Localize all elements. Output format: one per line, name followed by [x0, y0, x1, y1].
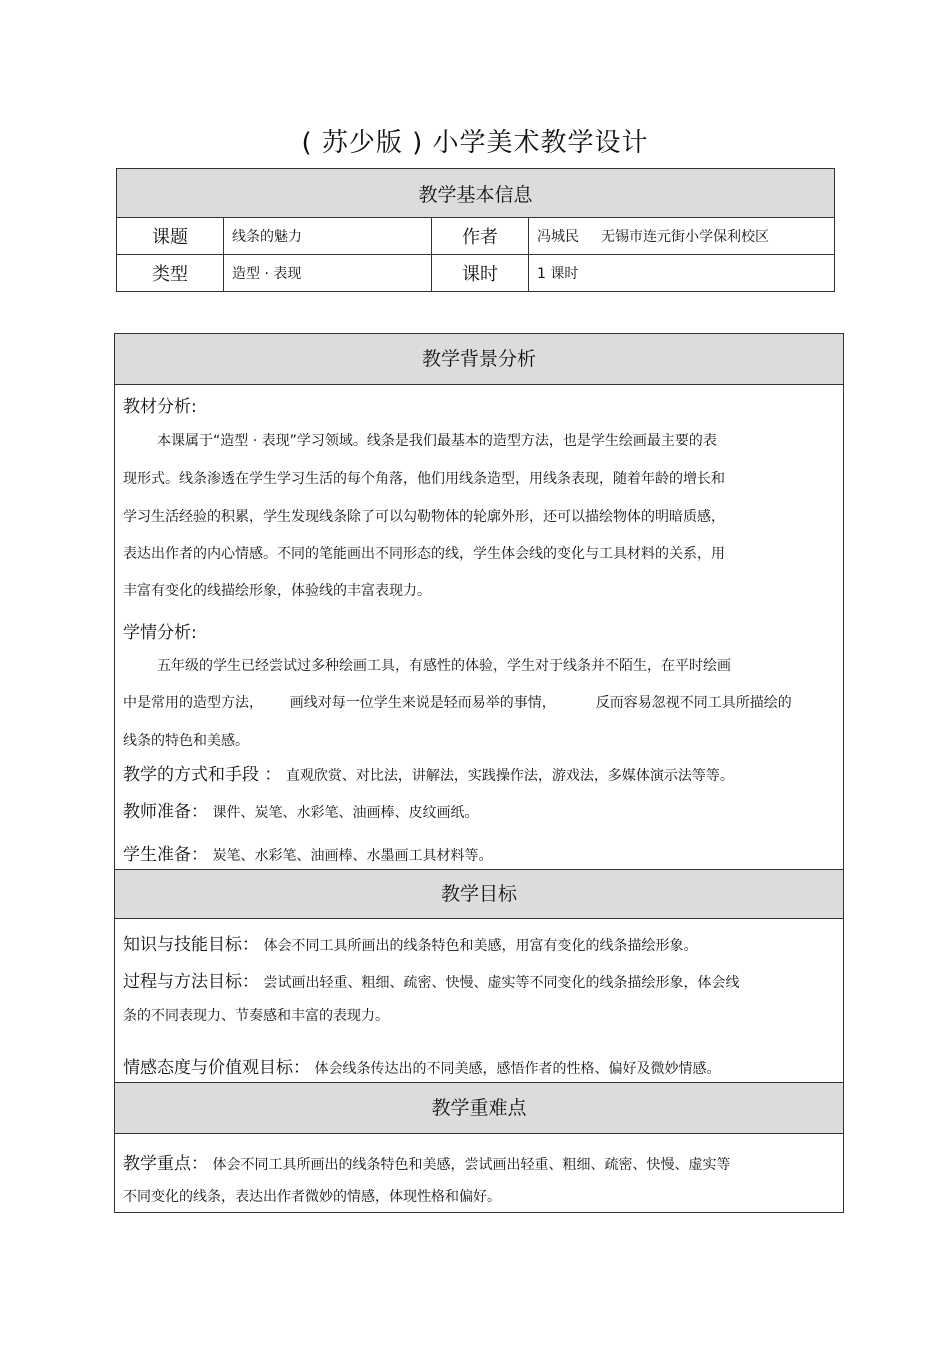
process-goal-row [123, 967, 739, 992]
key-point-value: 体会不同工具所画出的线条特色和美感，尝试画出轻重、粗细、疏密、快慢、虚实等 [212, 1157, 731, 1173]
emotion-goal-label: 情感态度与价值观目标： [123, 1058, 310, 1078]
type-label: 类型 [117, 255, 224, 292]
student-prep-value: 炭笔、水彩笔、油画棒、水墨画工具材料等。 [212, 848, 493, 864]
author-label: 作者 [432, 218, 529, 255]
topic-label: 课题 [117, 218, 224, 255]
page-title: ( 苏少版 ) 小学美术教学设计 [301, 128, 649, 158]
basic-info-table [116, 168, 835, 292]
type-value: 造型 · 表现 [224, 255, 432, 292]
author-school: 无锡市连元街小学保利校区 [601, 229, 769, 245]
emotion-goal-value: 体会线条传达出的不同美感，感悟作者的性格、偏好及微妙情感。 [314, 1061, 721, 1077]
hours-value: 1 课时 [529, 255, 835, 292]
student-line: 中是常用的造型方法， 画线对每一位学生来说是轻而易举的事情， 反而容易忽视不同工具所描绘的 [123, 695, 792, 711]
student-line: 线条的特色和美感。 [123, 733, 249, 749]
author-name: 冯城民 [537, 229, 579, 245]
material-line: 表达出作者的内心情感。不同的笔能画出不同形态的线，学生体会线的变化与工具材料的关系，用 [123, 546, 725, 562]
key-point-label: 教学重点： [123, 1154, 208, 1174]
knowledge-goal-label: 知识与技能目标： [123, 935, 259, 955]
key-point-line: 不同变化的线条，表达出作者微妙的情感，体现性格和偏好。 [123, 1189, 501, 1205]
material-line: 丰富有变化的线描绘形象，体验线的丰富表现力。 [123, 583, 431, 599]
student-line: 五年级的学生已经尝试过多种绘画工具，有感性的体验，学生对于线条并不陌生，在平时绘画 [157, 658, 731, 674]
material-line: 本课属于“造型 · 表现”学习领域。线条是我们最基本的造型方法，也是学生绘画最主要的表 [157, 433, 717, 449]
process-goal-label: 过程与方法目标： [123, 972, 259, 992]
material-line: 学习生活经验的积累，学生发现线条除了可以勾勒物体的轮廓外形，还可以描绘物体的明暗质感， [123, 509, 725, 525]
teacher-prep-label: 教师准备： [123, 802, 208, 822]
student-prep-label: 学生准备： [123, 845, 208, 865]
key-point-row [123, 1149, 730, 1174]
key-points-header: 教学重难点 [115, 1082, 843, 1134]
hours-label: 课时 [432, 255, 529, 292]
knowledge-goal-row [123, 930, 697, 955]
material-line: 现形式。线条渗透在学生学习生活的每个角落，他们用线条造型，用线条表现，随着年龄的增长和 [123, 471, 725, 487]
emotion-goal-row [123, 1053, 720, 1078]
goals-header: 教学目标 [115, 869, 843, 919]
method-row [123, 760, 734, 785]
teaching-design-block [114, 333, 844, 1213]
knowledge-goal-value: 体会不同工具所画出的线条特色和美感，用富有变化的线条描绘形象。 [263, 938, 698, 954]
material-label: 教材分析: [123, 397, 197, 417]
basic-info-header: 教学基本信息 [117, 169, 835, 218]
author-value [529, 218, 835, 255]
method-label: 教学的方式和手段 ： [123, 765, 282, 785]
process-goal-line: 条的不同表现力、节奏感和丰富的表现力。 [123, 1008, 389, 1024]
teacher-prep-row [123, 797, 478, 822]
method-value: 直观欣赏、对比法，讲解法，实践操作法，游戏法，多媒体演示法等等。 [285, 768, 734, 784]
process-goal-value: 尝试画出轻重、粗细、疏密、快慢、虚实等不同变化的线条描绘形象，体会线 [263, 975, 740, 991]
student-label: 学情分析: [123, 623, 197, 643]
student-prep-row [123, 840, 492, 865]
teacher-prep-value: 课件、炭笔、水彩笔、油画棒、皮纹画纸。 [212, 805, 479, 821]
background-header: 教学背景分析 [115, 333, 843, 385]
topic-value: 线条的魅力 [224, 218, 432, 255]
